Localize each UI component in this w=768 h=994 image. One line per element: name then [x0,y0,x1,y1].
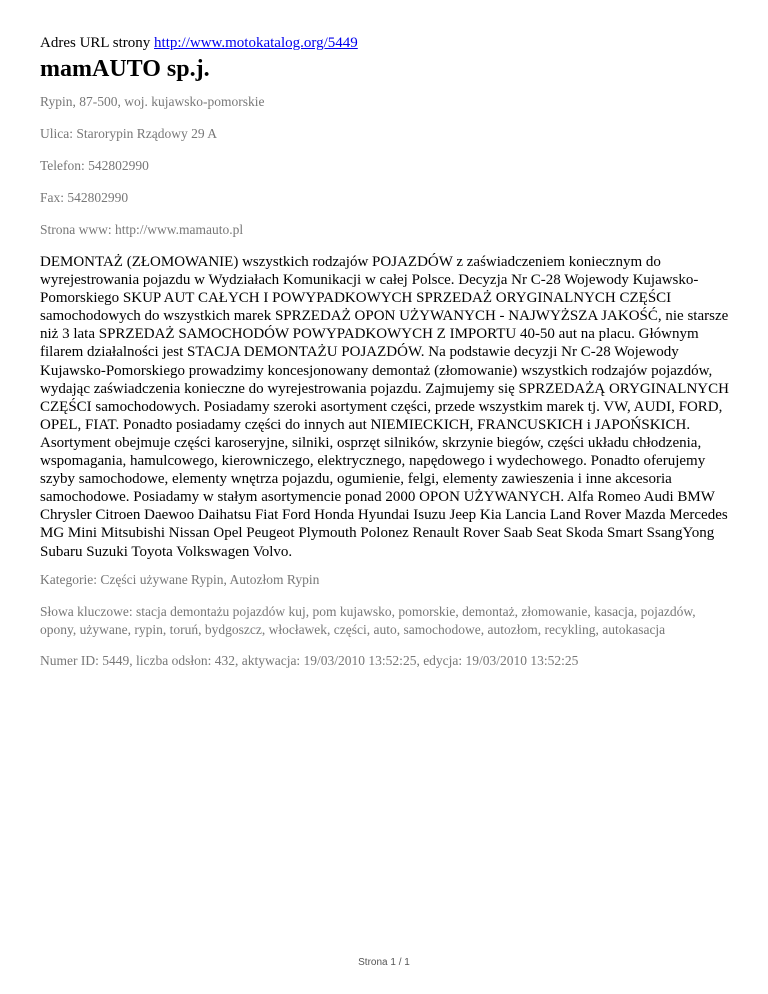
url-link[interactable]: http://www.motokatalog.org/5449 [154,35,358,51]
street-text: Ulica: Starorypin Rządowy 29 A [40,126,217,141]
page-url-line [40,34,730,52]
location-text: Rypin, 87-500, woj. kujawsko-pomorskie [40,94,265,109]
keywords-text: Słowa kluczowe: stacja demontażu pojazdów kuj, pom kujawsko, pomorskie, demontaż, złomowanie, kasacja, pojazdów, opony, używane, rypin, toruń, bydgoszcz, włocławek, części, auto, samochodowe, autozłom, recykling, autokasacja [40,603,696,637]
company-description: DEMONTAŻ (ZŁOMOWANIE) wszystkich rodzajów POJAZDÓW z zaświadczeniem koniecznym do wyrejestrowania pojazdu w Wydziałach Komunikacji w całej Polsce. Decyzja Nr C-28 Wojewody Kujawsko-Pomorskiego SKUP AUT CAŁYCH I POWYPADKOWYCH SPRZEDAŻ ORYGINALNYCH CZĘŚCI samochodowych do wszystkich marek SPRZEDAŻ OPON UŻYWANYCH - NAJWYŻSZA JAKOŚĆ, nie starsze niż 3 lata SPRZEDAŻ SAMOCHODÓW POWYPADKOWYCH Z IMPORTU 40-50 aut na placu. Głównym filarem działalności jest STACJA DEMONTAŻU POJAZDÓW. Na podstawie decyzji Nr C-28 Wojewody Kujawsko-Pomorskiego prowadzimy koncesjonowany demontaż (złomowanie) wszystkich rodzajów pojazdów, wydając zaświadczenia konieczne do wyrejestrowania pojazdu. Zajmujemy się SPRZEDAŻĄ ORYGINALNYCH CZĘŚCI samochodowych. Posiadamy szeroki asortyment części, przede wszystkim marek tj. VW, AUDI, FORD, OPEL, FIAT. Ponadto posiadamy części do innych aut NIEMIECKICH, FRANCUSKICH i JAPOŃSKICH. Asortyment obejmuje części karoseryjne, silniki, osprzęt silników, skrzynie biegów, części układu chłodzenia, wspomagania, hamulcowego, kierowniczego, elektrycznego, napędowego i wydechowego. Ponadto oferujemy szyby samochodowe, elementy wnętrza pojazdu, ogumienie, felgi, elementy zawieszenia i inne akcesoria samochodowe. Posiadamy w stałym asortymencie ponad 2000 OPON UŻYWANYCH. Alfa Romeo Audi BMW Chrysler Citroen Daewoo Daihatsu Fiat Ford Honda Hyundai Isuzu Jeep Kia Lancia Land Rover Mazda Mercedes MG Mini Mitsubishi Nissan Opel Peugeot Plymouth Polonez Renault Rover Saab Seat Skoda Smart SsangYong Subaru Suzuki Toyota Volkswagen Volvo. [40,254,729,560]
document-page [40,34,730,669]
phone-text: Telefon: 542802990 [40,158,149,173]
categories-text: Kategorie: Części używane Rypin, Autozłom Rypin [40,571,320,587]
page-number: Strona 1 / 1 [358,957,410,968]
record-info: Numer ID: 5449, liczba odsłon: 432, aktywacja: 19/03/2010 13:52:25, edycja: 19/03/2010 13:52:25 [40,652,579,668]
website-text: Strona www: http://www.mamauto.pl [40,222,244,237]
company-name: mamAUTO sp.j. [40,56,210,82]
fax-text: Fax: 542802990 [40,190,129,205]
url-label: Adres URL strony [40,35,151,51]
